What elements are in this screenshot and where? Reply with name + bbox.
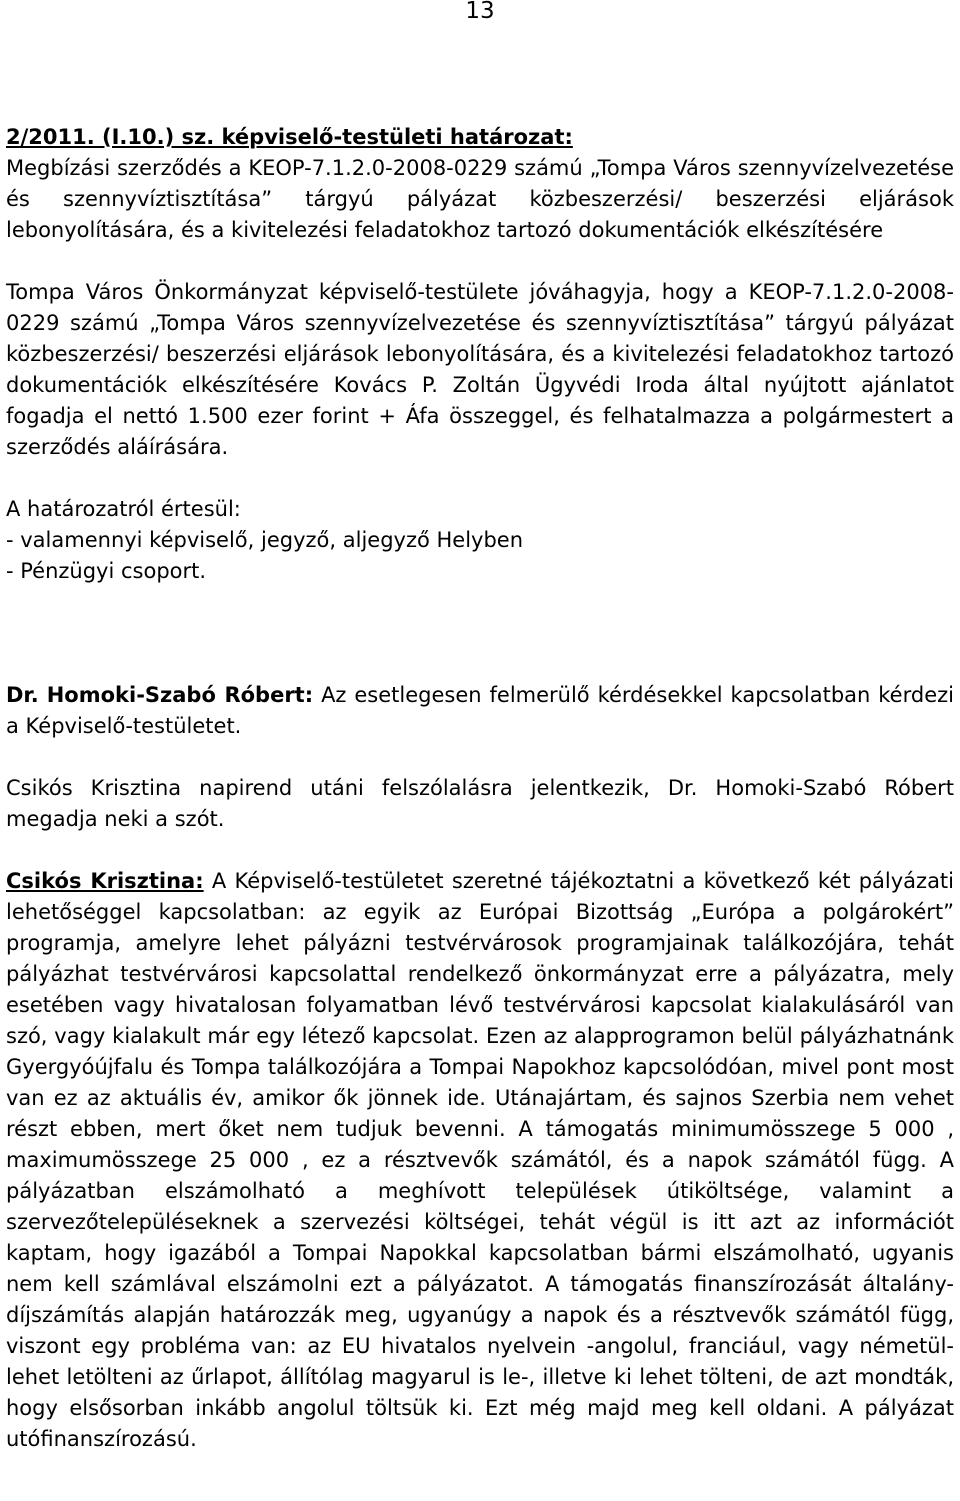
statement-text: Az esetlegesen felmerülő kérdésekkel kapcsolatban kérdezi a Képviselő-testületet. xyxy=(6,683,954,738)
speaker-name: Csikós Krisztina: xyxy=(6,869,204,893)
statement-text: A Képviselő-testületet szeretné tájékoztatni a következő két pályázati lehetőséggel kapcsolatban: az egyik az Európai Bizottság „Európa a polgárokért” programja, amelyre lehet pályázni testvérvárosok programjainak találkozójára, tehát pályázhat testvérvárosi kapcsolattal rendelkező önkormányzat erre a pályázatra, mely esetében vagy hivatalosan folyamatban lévő testvérvárosi kapcsolat kialakulásáról van szó, vagy kialakult már egy létező kapcsolat. Ezen az alapprogramon belül pályázhatnánk Gyergyóújfalu és Tompa találkozójára a Tompai Napokhoz kapcsolódóan, mivel pont most van ez az aktuális év, amikor ők jönnek ide. Utánajártam, és sajnos Szerbia nem vehet részt ebben, mert őket nem tudjuk bevenni. A támogatás minimumösszege 5 000 , maximumösszege 25 000 , ez a résztvevők számától, és a napok számától függ. A pályázatban elszámolható a meghívott települések útiköltsége, valamint a szervezőtelepüléseknek a szervezési költségei, tehát végül is itt azt az információt kaptam, hogy igazából a Tompai Napokkal kapcsolatban bármi elszámolható, ugyanis nem kell számlával elszámolni ezt a pályázatot. A támogatás finanszírozását általány-díjszámítás alapján határozzák meg, ugyanúgy a napok és a résztvevők számától függ, viszont egy probléma van: az EU hivatalos nyelvein -angolul, franciául, vagy németül- lehet letölteni az űrlapot, állítólag magyarul is le-, illetve ki lehet tölteni, de azt mondták, hogy elsősorban inkább angolul töltsük ki. Ezt még majd meg kell oldani. A pályázat utófinanszírozású. xyxy=(6,869,955,1451)
notification-item: - Pénzügyi csoport. xyxy=(6,559,207,583)
document-content xyxy=(6,122,954,1455)
resolution-body: Tompa Város Önkormányzat képviselő-testülete jóváhagyja, hogy a KEOP-7.1.2.0-2008-0229 számú „Tompa Város szennyvízelvezetése és szennyvíztisztítása” tárgyú pályázat közbeszerzési/ beszerzési eljárások lebonyolítására, és a kivitelezési feladatokhoz tartozó dokumentációk elkészítésére Kovács P. Zoltán Ügyvédi Iroda által nyújtott ajánlatot fogadja el nettó 1.500 ezer forint + Áfa összeggel, és felhatalmazza a polgármestert a szerződés aláírására. xyxy=(6,280,954,459)
statement-csikos xyxy=(6,866,954,1455)
speaker-name: Homoki-Szabó Róbert: xyxy=(46,683,314,707)
notification-heading: A határozatról értesül: xyxy=(6,497,241,521)
speaker-prefix: Dr. xyxy=(6,683,39,707)
page-number: 13 xyxy=(465,0,495,24)
resolution-title: 2/2011. (I.10.) sz. képviselő-testületi határozat: xyxy=(6,125,573,149)
notification-block xyxy=(6,494,954,587)
resolution-subject: Megbízási szerződés a KEOP-7.1.2.0-2008-0229 számú „Tompa Város szennyvízelvezetése és szennyvíztisztítása” tárgyú pályázat közbeszerzési/ beszerzési eljárások lebonyolítására, és a kivitelezési feladatokhoz tartozó dokumentációk elkészítésére xyxy=(6,156,954,242)
statement-homoki-szabo xyxy=(6,680,954,742)
notification-item: - valamennyi képviselő, jegyző, aljegyző Helyben xyxy=(6,528,524,552)
statement-announcement: Csikós Krisztina napirend utáni felszólalásra jelentkezik, Dr. Homoki-Szabó Róbert megadja neki a szót. xyxy=(6,776,954,831)
